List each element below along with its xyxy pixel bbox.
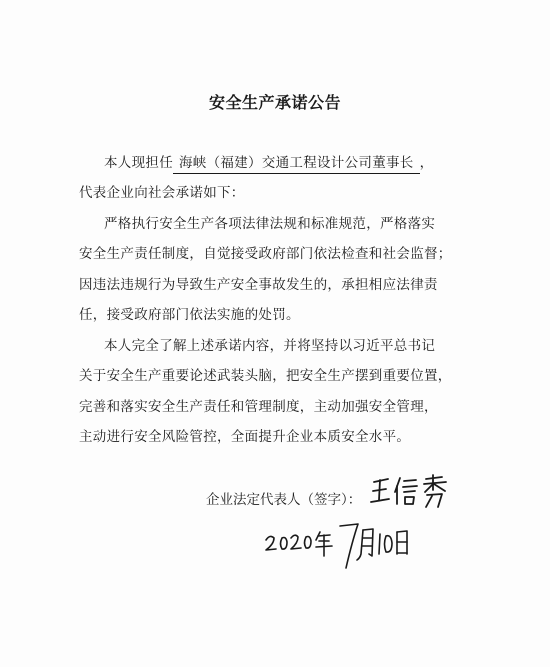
para2-line: 完善和落实安全生产责任和管理制度，主动加强安全管理， xyxy=(79,399,438,415)
handwritten-signature xyxy=(366,470,456,510)
position-field: 海峡（福建）交通工程设计公司董事长 xyxy=(173,156,420,174)
intro-suffix: ， xyxy=(419,155,434,171)
signature-label: 企业法定代表人（签字）： xyxy=(206,492,362,508)
para1-line: 严格执行安全生产各项法律法规和标准规范，严格落实 xyxy=(104,216,436,232)
intro-line xyxy=(104,151,433,174)
intro-line-2: 代表企业向社会承诺如下： xyxy=(79,185,245,201)
intro-prefix: 本人现担任 xyxy=(104,155,173,171)
para1-line: 任，接受政府部门依法实施的处罚。 xyxy=(79,307,300,323)
document-title: 安全生产承诺公告 xyxy=(208,93,341,112)
para2-line: 本人完全了解上述承诺内容，并将坚持以习近平总书记 xyxy=(104,338,436,354)
handwritten-date xyxy=(262,520,412,572)
para1-line: 安全生产责任制度，自觉接受政府部门依法检查和社会监督； xyxy=(79,246,452,262)
para2-line: 主动进行安全风险管控，全面提升企业本质安全水平。 xyxy=(79,429,411,445)
para1-line: 因违法违规行为导致生产安全事故发生的，承担相应法律责 xyxy=(79,277,438,293)
para2-line: 关于安全生产重要论述武装头脑，把安全生产摆到重要位置， xyxy=(79,368,452,384)
